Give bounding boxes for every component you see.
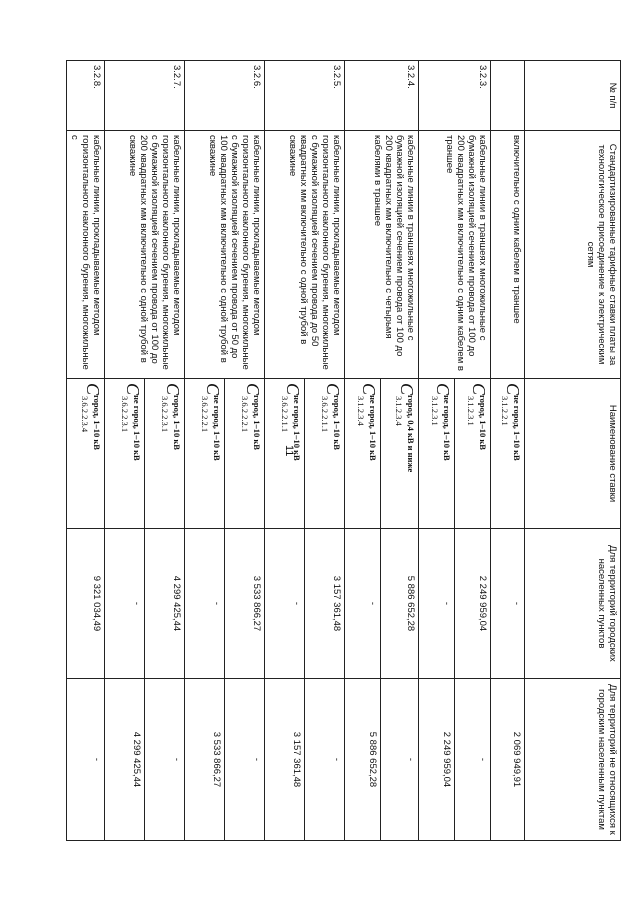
rate-subscript: 3.1.2.3.4 — [394, 396, 404, 426]
rural-value: 2 249 959,04 — [419, 679, 455, 841]
rate-cell: Cгород, 1–10 кВ 3.6.2.2.1.1 — [305, 379, 345, 529]
rate-superscript: не город, 1–10 кВ — [292, 395, 302, 461]
page-number: 11 — [283, 445, 295, 457]
rural-value: 3 157 361,48 — [265, 679, 305, 841]
header-row — [525, 61, 621, 841]
row-num — [491, 61, 525, 131]
urban-value: - — [105, 529, 145, 679]
rate-superscript: город, 0,4 кВ и ниже — [406, 395, 416, 473]
rate-subscript: 3.6.2.2.1.1 — [320, 396, 330, 433]
table-row — [455, 61, 491, 841]
row-name: кабельные линии, прокладываемые методом горизонтального наклонного бурения, многожильные с бумажной изоляцией сечением провода до 50 квадратных мм включительно с одной трубой в скважине — [265, 131, 345, 379]
table-row — [225, 61, 265, 841]
rate-superscript: город, 1–10 кВ — [332, 395, 342, 450]
table-row — [305, 61, 345, 841]
row-num: 3.2.6. — [185, 61, 265, 131]
rate-cell: Cне город, 1–10 кВ 3.1.2.3.1 — [419, 379, 455, 529]
rate-superscript: город, 1–10 кВ — [478, 395, 488, 450]
rate-subscript: 3.1.2.2.1 — [500, 396, 510, 426]
header-name: Стандартизированные тарифные ставки платы за технологическое присоединение к электрическим сетям — [525, 131, 621, 379]
header-rate: Наименование ставки — [525, 379, 621, 529]
rate-cell: Cгород, 1–10 кВ 3.6.2.2.2.1 — [225, 379, 265, 529]
rural-value: - — [67, 679, 105, 841]
row-name: включительно с одним кабелем в траншее — [491, 131, 525, 379]
rate-subscript: 3.6.2.2.1.1 — [280, 396, 290, 433]
table-row — [145, 61, 185, 841]
row-name: кабельные линии, прокладываемые методом горизонтального наклонного бурения, многожильные с бумажной изоляцией сечением провода от 100 до 200 квадратных мм включительно с одной трубой в скважине — [105, 131, 185, 379]
rate-cell: Cне город, 1–10 кВ 3.1.2.2.1 — [491, 379, 525, 529]
rate-subscript: 3.6.2.2.3.1 — [160, 396, 170, 433]
rate-subscript: 3.1.2.3.1 — [430, 396, 440, 426]
rate-cell: Cне город, 1–10 кВ 3.6.2.2.1.1 — [265, 379, 305, 529]
row-num: 3.2.5. — [265, 61, 345, 131]
rate-superscript: город, 1–10 кВ — [92, 395, 102, 450]
row-num: 3.2.3. — [419, 61, 491, 131]
header-rural: Для территорий не относящихся к городским населенным пунктам — [525, 679, 621, 841]
urban-value: 3 157 361,48 — [305, 529, 345, 679]
urban-value: - — [265, 529, 305, 679]
rate-superscript: не город, 1–10 кВ — [212, 395, 222, 461]
rate-superscript: не город, 1–10 кВ — [132, 395, 142, 461]
urban-value: 9 321 034,49 — [67, 529, 105, 679]
rural-value: 3 533 866,27 — [185, 679, 225, 841]
rotated-table-container — [69, 60, 621, 840]
urban-value: 4 299 425,44 — [145, 529, 185, 679]
rural-value: - — [225, 679, 265, 841]
urban-value: - — [345, 529, 381, 679]
row-name: кабельные линии в траншеях многожильные с бумажной изоляцией сечением провода от 100 до 200 квадратных мм включительно с четырьмя кабелями в траншее — [345, 131, 419, 379]
rural-value: 5 886 652,28 — [345, 679, 381, 841]
row-num: 3.2.4. — [345, 61, 419, 131]
rate-superscript: город, 1–10 кВ — [172, 395, 182, 450]
rate-cell: Cгород, 1–10 кВ 3.6.2.2.3.1 — [145, 379, 185, 529]
row-num: 3.2.8. — [67, 61, 105, 131]
urban-value: 3 533 866,27 — [225, 529, 265, 679]
row-name: кабельные линии, прокладываемые методом горизонтального наклонного бурения, многожильные с бумажной изоляцией сечением провода от 50 до 100 квадратных мм включительно с одной трубой в скважине — [185, 131, 265, 379]
tariff-table — [66, 60, 621, 841]
rate-subscript: 3.1.2.3.4 — [356, 396, 366, 426]
rate-subscript: 3.6.2.2.2.1 — [240, 396, 250, 433]
rate-subscript: 3.6.2.2.2.1 — [200, 396, 210, 433]
rate-superscript: не город, 1–10 кВ — [442, 395, 452, 461]
rate-cell: Cгород, 1–10 кВ 3.1.2.3.1 — [455, 379, 491, 529]
urban-value: - — [185, 529, 225, 679]
rate-subscript: 3.6.2.2.3.4 — [80, 396, 90, 433]
rate-superscript: не город, 1–10 кВ — [512, 395, 522, 461]
urban-value: - — [491, 529, 525, 679]
rate-subscript: 3.6.2.2.3.1 — [120, 396, 130, 433]
rate-cell: Cгород, 0,4 кВ и ниже 3.1.2.3.4 — [381, 379, 419, 529]
rate-cell: Cне город, 1–10 кВ 3.1.2.3.4 — [345, 379, 381, 529]
rural-value: 2 069 949,91 — [491, 679, 525, 841]
urban-value: 2 249 959,04 — [455, 529, 491, 679]
table-row — [381, 61, 419, 841]
header-num: № п/п — [525, 61, 621, 131]
rural-value: - — [145, 679, 185, 841]
rural-value: - — [305, 679, 345, 841]
rate-superscript: город, 1–10 кВ — [252, 395, 262, 450]
urban-value: - — [419, 529, 455, 679]
rate-superscript: не город, 1–10 кВ — [368, 395, 378, 461]
urban-value: 5 886 652,28 — [381, 529, 419, 679]
rural-value: - — [455, 679, 491, 841]
rate-subscript: 3.1.2.3.1 — [466, 396, 476, 426]
header-urban: Для территорий городских населенных пунктов — [525, 529, 621, 679]
row-num: 3.2.7. — [105, 61, 185, 131]
row-name: кабельные линии, прокладываемые методом горизонтального наклонного бурения, многожильные с — [67, 131, 105, 379]
row-name: кабельные линии в траншеях многожильные с бумажной изоляцией сечением провода от 100 до 200 квадратных мм включительно с одним кабелем в траншее — [419, 131, 491, 379]
rate-cell: Cне город, 1–10 кВ 3.6.2.2.2.1 — [185, 379, 225, 529]
rate-cell: Cне город, 1–10 кВ 3.6.2.2.3.1 — [105, 379, 145, 529]
rate-cell: Cгород, 1–10 кВ 3.6.2.2.3.4 — [67, 379, 105, 529]
table-row — [491, 61, 525, 841]
rural-value: - — [381, 679, 419, 841]
rural-value: 4 299 425,44 — [105, 679, 145, 841]
table-row — [67, 61, 105, 841]
